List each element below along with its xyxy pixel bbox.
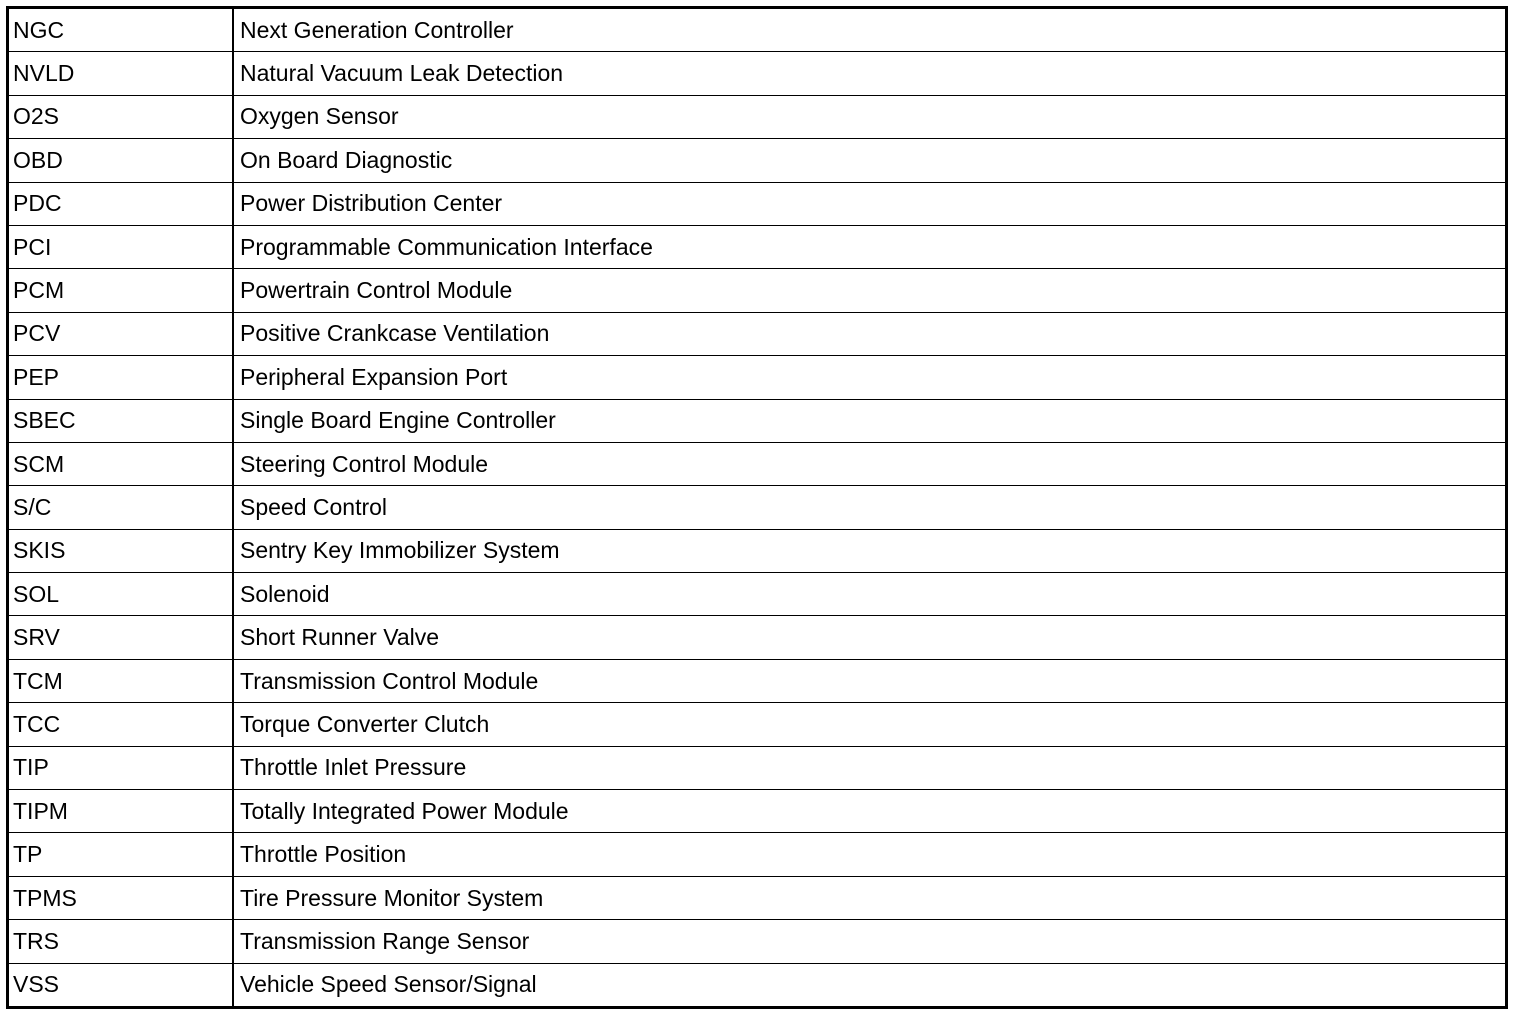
abbreviation-table-body: [8, 8, 1507, 1008]
table-row: [8, 920, 1507, 963]
definition-cell: Oxygen Sensor: [233, 95, 1507, 138]
definition-cell: Peripheral Expansion Port: [233, 356, 1507, 399]
definition-cell: Tire Pressure Monitor System: [233, 876, 1507, 919]
definition-cell: Short Runner Valve: [233, 616, 1507, 659]
table-row: [8, 356, 1507, 399]
table-row: [8, 486, 1507, 529]
definition-cell: Sentry Key Immobilizer System: [233, 529, 1507, 572]
abbreviation-cell: PCI: [8, 225, 234, 268]
definition-cell: Next Generation Controller: [233, 8, 1507, 52]
table-row: [8, 876, 1507, 919]
definition-cell: Positive Crankcase Ventilation: [233, 312, 1507, 355]
abbreviation-cell: TP: [8, 833, 234, 876]
abbreviation-cell: NVLD: [8, 52, 234, 95]
abbreviation-cell: PCV: [8, 312, 234, 355]
abbreviation-cell: PEP: [8, 356, 234, 399]
table-row: [8, 442, 1507, 485]
definition-cell: Steering Control Module: [233, 442, 1507, 485]
abbreviation-cell: TCM: [8, 659, 234, 702]
definition-cell: Speed Control: [233, 486, 1507, 529]
table-row: [8, 139, 1507, 182]
abbreviation-cell: VSS: [8, 963, 234, 1007]
abbreviation-cell: SRV: [8, 616, 234, 659]
abbreviation-cell: SKIS: [8, 529, 234, 572]
definition-cell: Powertrain Control Module: [233, 269, 1507, 312]
table-row: [8, 616, 1507, 659]
abbreviation-cell: TIPM: [8, 790, 234, 833]
table-row: [8, 833, 1507, 876]
abbreviation-cell: SOL: [8, 573, 234, 616]
table-row: [8, 182, 1507, 225]
table-row: [8, 399, 1507, 442]
table-row: [8, 52, 1507, 95]
abbreviation-cell: SBEC: [8, 399, 234, 442]
definition-cell: Vehicle Speed Sensor/Signal: [240, 971, 537, 998]
definition-cell: Programmable Communication Interface: [233, 225, 1507, 268]
abbreviation-cell: PDC: [8, 182, 234, 225]
definition-cell: On Board Diagnostic: [233, 139, 1507, 182]
definition-cell: Transmission Range Sensor: [233, 920, 1507, 963]
abbreviation-cell: NGC: [8, 8, 234, 52]
table-row: [8, 659, 1507, 702]
abbreviation-cell: SCM: [8, 442, 234, 485]
abbreviation-cell: S/C: [8, 486, 234, 529]
table-row: [8, 703, 1507, 746]
abbreviation-table: [6, 6, 1508, 1009]
table-row: [8, 790, 1507, 833]
definition-cell: Solenoid: [233, 573, 1507, 616]
definition-cell: Single Board Engine Controller: [233, 399, 1507, 442]
table-row: [8, 95, 1507, 138]
definition-cell: Throttle Position: [233, 833, 1507, 876]
definition-cell: Transmission Control Module: [233, 659, 1507, 702]
definition-cell: Throttle Inlet Pressure: [233, 746, 1507, 789]
table-row: [8, 8, 1507, 52]
abbreviation-cell: PCM: [8, 269, 234, 312]
abbreviation-cell: TRS: [8, 920, 234, 963]
table-row: [8, 963, 1507, 1007]
table-row: [8, 746, 1507, 789]
abbreviation-cell: OBD: [8, 139, 234, 182]
definition-cell: Natural Vacuum Leak Detection: [233, 52, 1507, 95]
table-row: [8, 269, 1507, 312]
table-row: [8, 529, 1507, 572]
abbreviation-cell: TPMS: [8, 876, 234, 919]
abbreviation-cell: TIP: [8, 746, 234, 789]
definition-cell: Torque Converter Clutch: [233, 703, 1507, 746]
definition-cell: Power Distribution Center: [233, 182, 1507, 225]
abbreviation-cell: O2S: [8, 95, 234, 138]
table-row: [8, 312, 1507, 355]
table-row: [8, 225, 1507, 268]
definition-cell: Totally Integrated Power Module: [233, 790, 1507, 833]
table-row: [8, 573, 1507, 616]
abbreviation-cell: TCC: [8, 703, 234, 746]
